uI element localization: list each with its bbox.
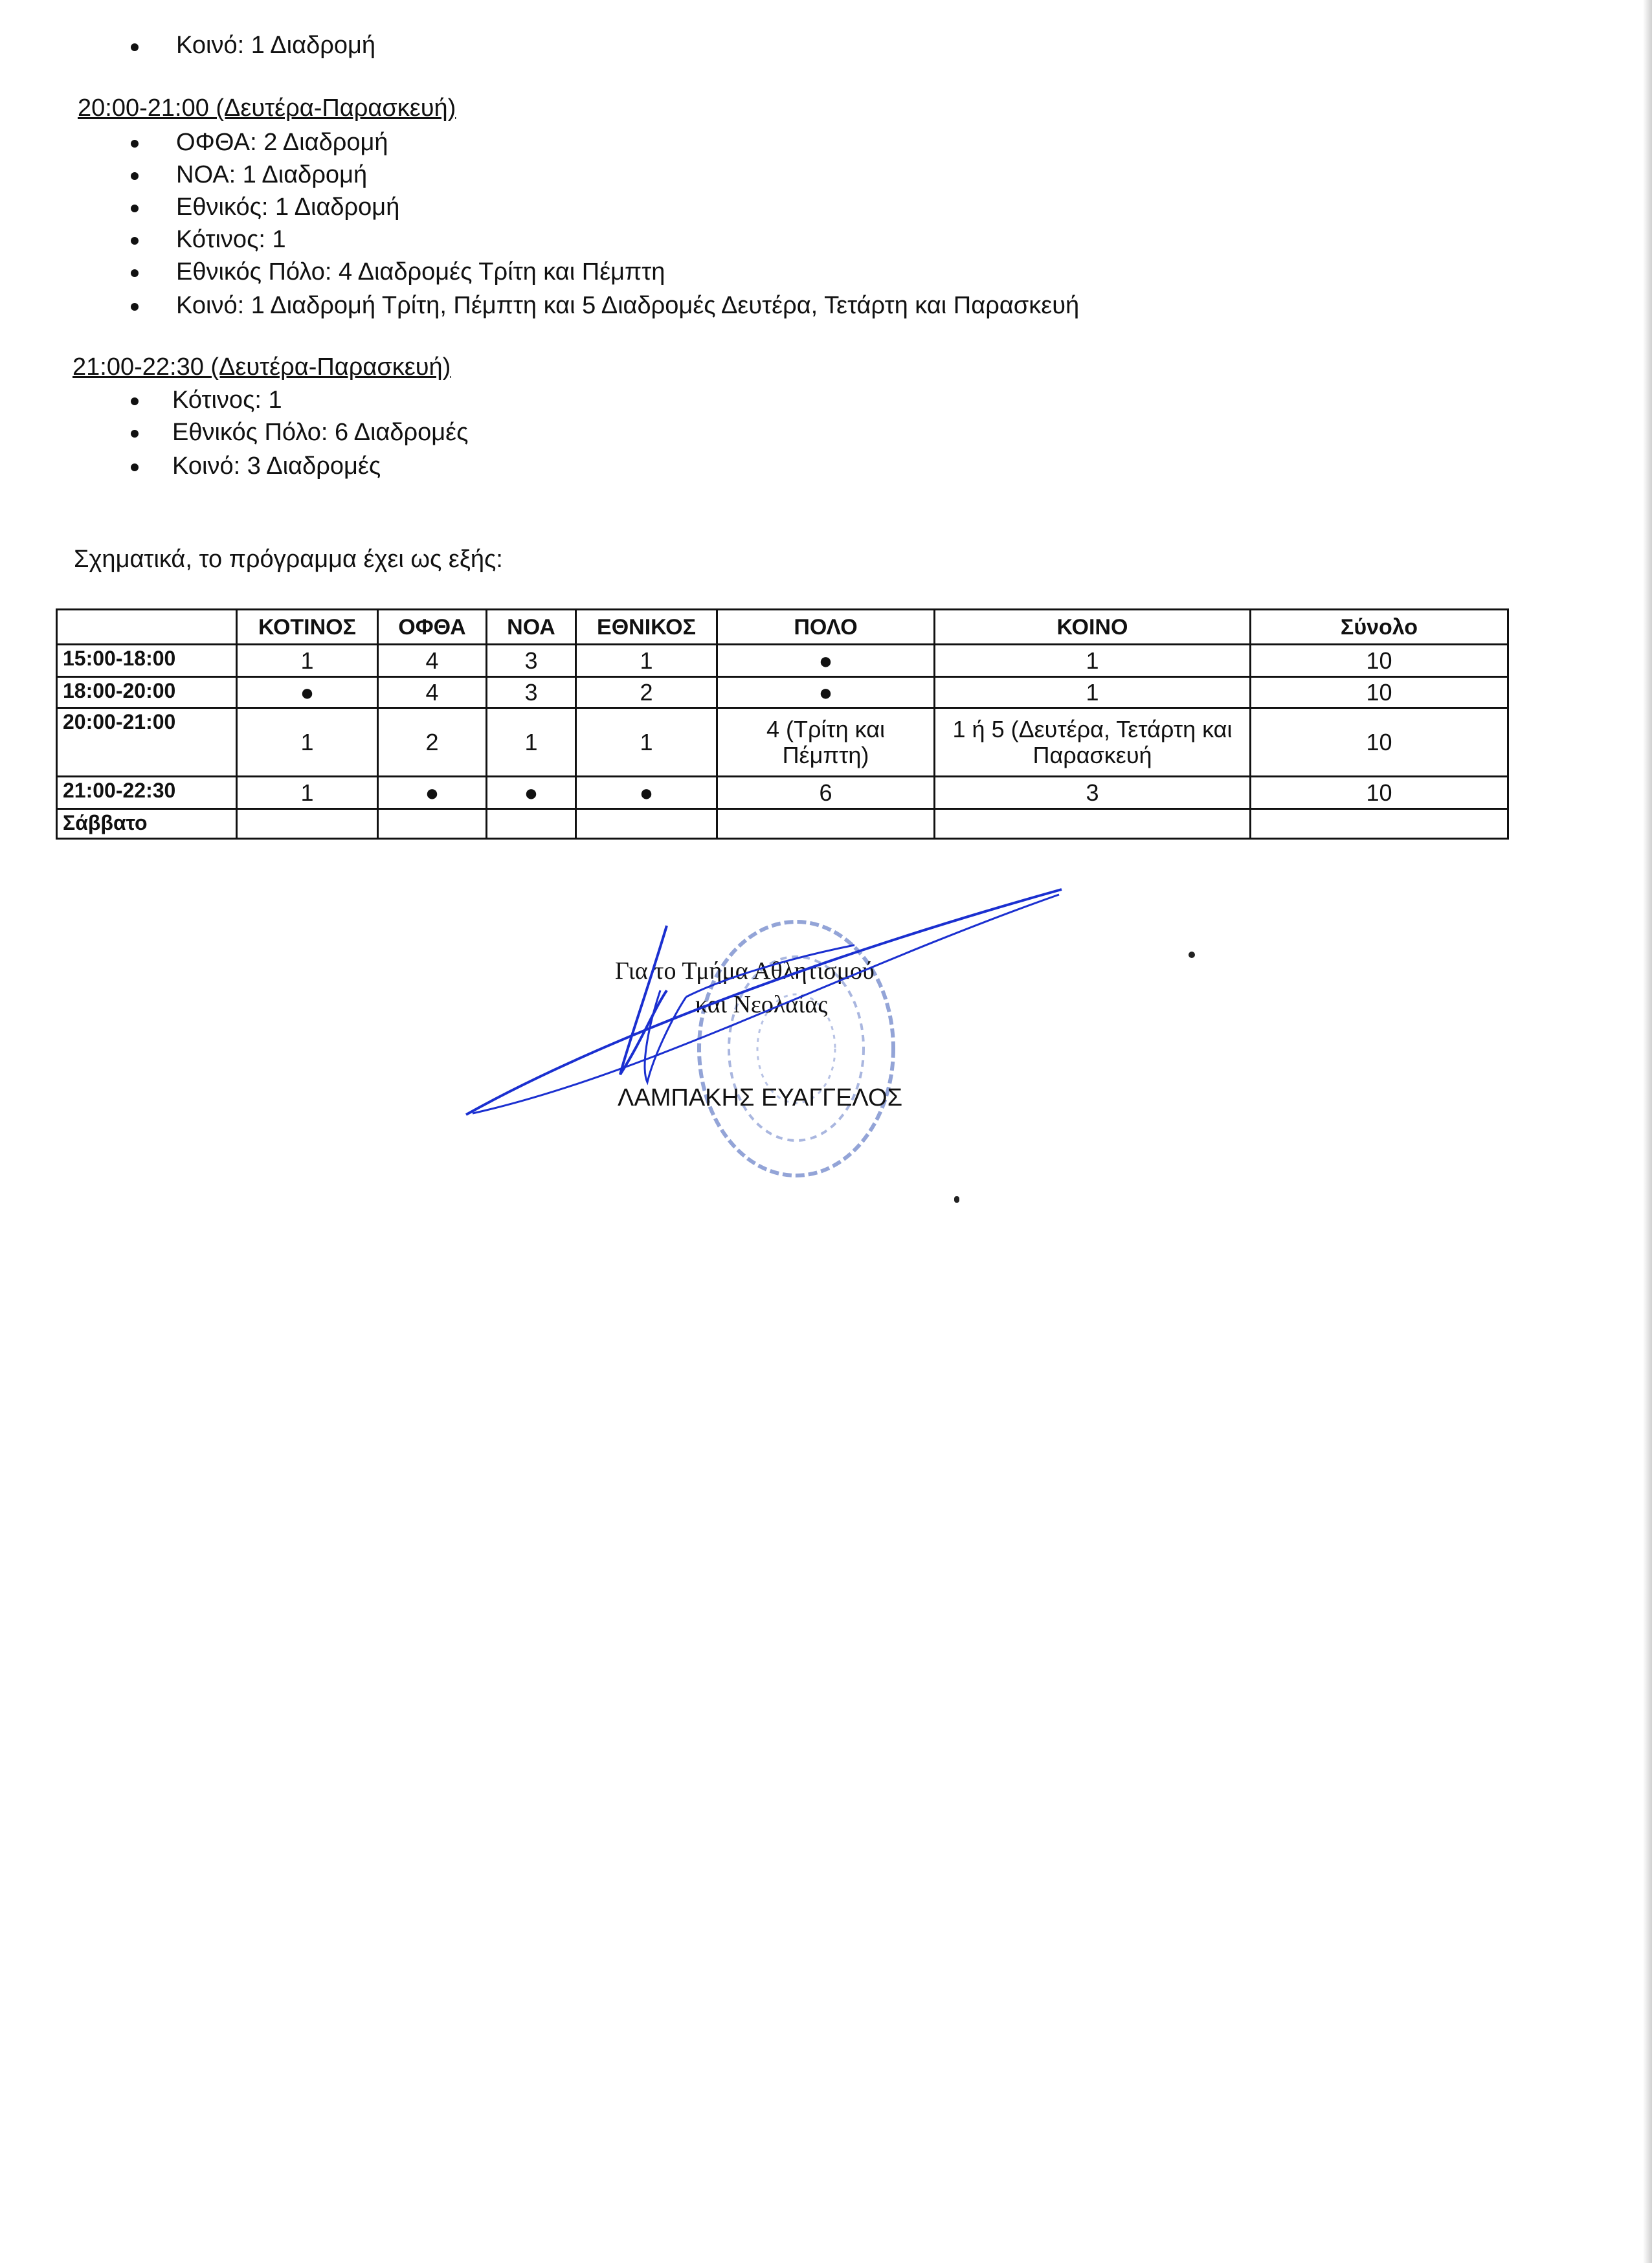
table-cell: ● xyxy=(237,677,378,708)
table-cell: 4 xyxy=(378,645,487,677)
row-label: 18:00-20:00 xyxy=(57,677,237,708)
table-cell: ● xyxy=(717,645,935,677)
table-row xyxy=(57,708,1508,777)
table-cell: ● xyxy=(378,777,487,809)
list-item: ΟΦΘΑ: 2 Διαδρομή xyxy=(176,129,388,156)
table-cell: 3 xyxy=(487,645,576,677)
table-cell: 6 xyxy=(717,777,935,809)
signature-department-line1: Για το Τμήμα Αθλητισμού xyxy=(615,957,875,985)
handwritten-signature xyxy=(453,880,1088,1126)
bullet-dot xyxy=(131,43,139,51)
row-label: 20:00-21:00 xyxy=(57,708,237,777)
section-title-20-21: 20:00-21:00 (Δευτέρα-Παρασκευή) xyxy=(78,95,456,122)
table-cell: 10 xyxy=(1251,645,1508,677)
table-row xyxy=(57,809,1508,839)
column-header: ΟΦΘΑ xyxy=(378,610,487,645)
scan-speck xyxy=(954,1196,959,1203)
table-cell: 1 xyxy=(935,645,1251,677)
table-cell xyxy=(717,809,935,839)
list-item-top: Κοινό: 1 Διαδρομή xyxy=(176,32,376,59)
row-label: 21:00-22:30 xyxy=(57,777,237,809)
list-item: Κοινό: 3 Διαδρομές xyxy=(172,452,381,480)
table-cell: 1 xyxy=(237,777,378,809)
scan-edge-shadow xyxy=(1643,0,1652,2263)
bullet-dot xyxy=(131,430,139,438)
table-cell: 3 xyxy=(487,677,576,708)
table-cell: 1 xyxy=(487,708,576,777)
table-cell: 1 xyxy=(576,645,717,677)
bullet-dot xyxy=(131,303,139,311)
bullet-dot xyxy=(131,463,139,471)
column-header: ΚΟΤΙΝΟΣ xyxy=(237,610,378,645)
list-item: Εθνικός Πόλο: 6 Διαδρομές xyxy=(172,419,469,446)
list-item: Κότινος: 1 xyxy=(176,226,286,253)
table-row xyxy=(57,645,1508,677)
bullet-dot xyxy=(131,205,139,212)
signature-department-line2: και Νεολαίας xyxy=(695,991,828,1018)
row-label: 15:00-18:00 xyxy=(57,645,237,677)
table-cell xyxy=(487,809,576,839)
table-cell: 10 xyxy=(1251,777,1508,809)
table-cell: ● xyxy=(576,777,717,809)
column-header: ΕΘΝΙΚΟΣ xyxy=(576,610,717,645)
table-cell: 1 xyxy=(576,708,717,777)
table-cell xyxy=(378,809,487,839)
column-header: ΚΟΙΝΟ xyxy=(935,610,1251,645)
table-cell xyxy=(935,809,1251,839)
list-item: Κοινό: 1 Διαδρομή Τρίτη, Πέμπτη και 5 Διαδρομές Δευτέρα, Τετάρτη και Παρασκευή xyxy=(176,292,1080,319)
table-cell: 10 xyxy=(1251,677,1508,708)
table-corner-cell xyxy=(57,610,237,645)
schedule-table xyxy=(56,608,1509,840)
table-cell: 2 xyxy=(378,708,487,777)
table-cell: 1 xyxy=(935,677,1251,708)
scan-speck xyxy=(1189,952,1195,958)
bullet-dot xyxy=(131,397,139,405)
table-cell: 1 xyxy=(237,708,378,777)
table-cell: 1 ή 5 (Δευτέρα, Τετάρτη και Παρασκευή xyxy=(935,708,1251,777)
column-header: ΝΟΑ xyxy=(487,610,576,645)
table-cell: 1 xyxy=(237,645,378,677)
table-header-row xyxy=(57,610,1508,645)
column-header: ΠΟΛΟ xyxy=(717,610,935,645)
table-cell: ● xyxy=(717,677,935,708)
signatory-name: ΛΑΜΠΑΚΗΣ ΕΥΑΓΓΕΛΟΣ xyxy=(618,1084,903,1111)
table-cell xyxy=(576,809,717,839)
table-cell: 2 xyxy=(576,677,717,708)
list-item: Εθνικός: 1 Διαδρομή xyxy=(176,194,400,221)
table-cell: 4 xyxy=(378,677,487,708)
section-title-21-2230: 21:00-22:30 (Δευτέρα-Παρασκευή) xyxy=(73,353,451,381)
list-item: ΝΟΑ: 1 Διαδρομή xyxy=(176,161,368,188)
table-cell: 4 (Τρίτη και Πέμπτη) xyxy=(717,708,935,777)
table-row xyxy=(57,677,1508,708)
bullet-dot xyxy=(131,172,139,180)
table-cell xyxy=(237,809,378,839)
bullet-dot xyxy=(131,269,139,277)
list-item: Κότινος: 1 xyxy=(172,386,282,414)
table-cell: 10 xyxy=(1251,708,1508,777)
bullet-dot xyxy=(131,140,139,148)
table-row xyxy=(57,777,1508,809)
list-item: Εθνικός Πόλο: 4 Διαδρομές Τρίτη και Πέμπτη xyxy=(176,258,665,285)
bullet-dot xyxy=(131,237,139,245)
column-header: Σύνολο xyxy=(1251,610,1508,645)
row-label: Σάββατο xyxy=(57,809,237,839)
schedule-intro: Σχηματικά, το πρόγραμμα έχει ως εξής: xyxy=(74,546,503,573)
table-cell: ● xyxy=(487,777,576,809)
table-cell: 3 xyxy=(935,777,1251,809)
table-cell xyxy=(1251,809,1508,839)
